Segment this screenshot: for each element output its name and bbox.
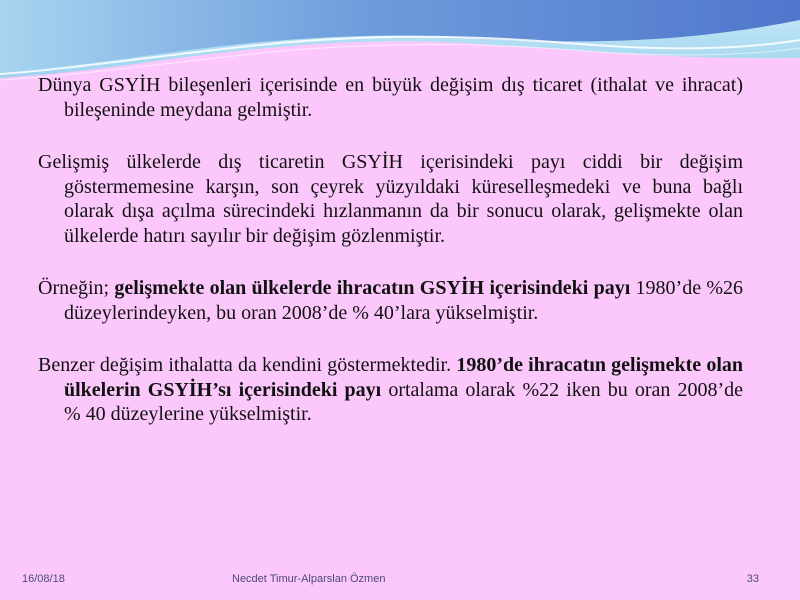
footer-date: 16/08/18 — [22, 573, 65, 585]
paragraph-1-text: Dünya GSYİH bileşenleri içerisinde en büyük değişim dış ticaret (ithalat ve ihracat) bileşeninde meydana gelmiştir. — [38, 74, 743, 121]
paragraph-2-text: Gelişmiş ülkelerde dış ticaretin GSYİH içerisindeki payı ciddi bir değişim göstermemesine karşın, son çeyrek yüzyıldaki küreselleşmedeki ve buna bağlı olarak dışa açılma sürecindeki hızlanmanın da bir sonucu olarak, gelişmekte olan ülkelerde hatırı sayılır bir değişim gözlenmiştir. — [38, 151, 743, 247]
paragraph-2 — [38, 150, 743, 248]
paragraph-4 — [38, 353, 743, 427]
paragraph-1 — [38, 73, 743, 122]
paragraph-3-text-a: Örneğin; — [38, 277, 115, 299]
paragraph-4-bold-text: 1980’de ihracatın gelişmekte olan ülkelerin GSYİH’sı içerisindeki payı — [64, 354, 743, 401]
paragraph-3-text-b: 1980’de %26 düzeylerindeyken, bu oran 2008’de % 40’lara yükselmiştir. — [64, 277, 743, 324]
slide-body — [38, 73, 743, 455]
paragraph-3-bold-text: gelişmekte olan ülkelerde ihracatın GSYİH içerisindeki payı — [114, 277, 631, 299]
paragraph-4-text-a: Benzer değişim ithalatta da kendini göstermektedir. — [38, 354, 457, 376]
footer-author: Necdet Timur-Alparslan Özmen — [232, 573, 386, 585]
paragraph-3 — [38, 276, 743, 325]
paragraph-4-text-b: ortalama olarak %22 iken bu oran 2008’de % 40 düzeylerine yükselmiştir. — [64, 378, 743, 425]
footer-page-number: 33 — [746, 573, 759, 585]
